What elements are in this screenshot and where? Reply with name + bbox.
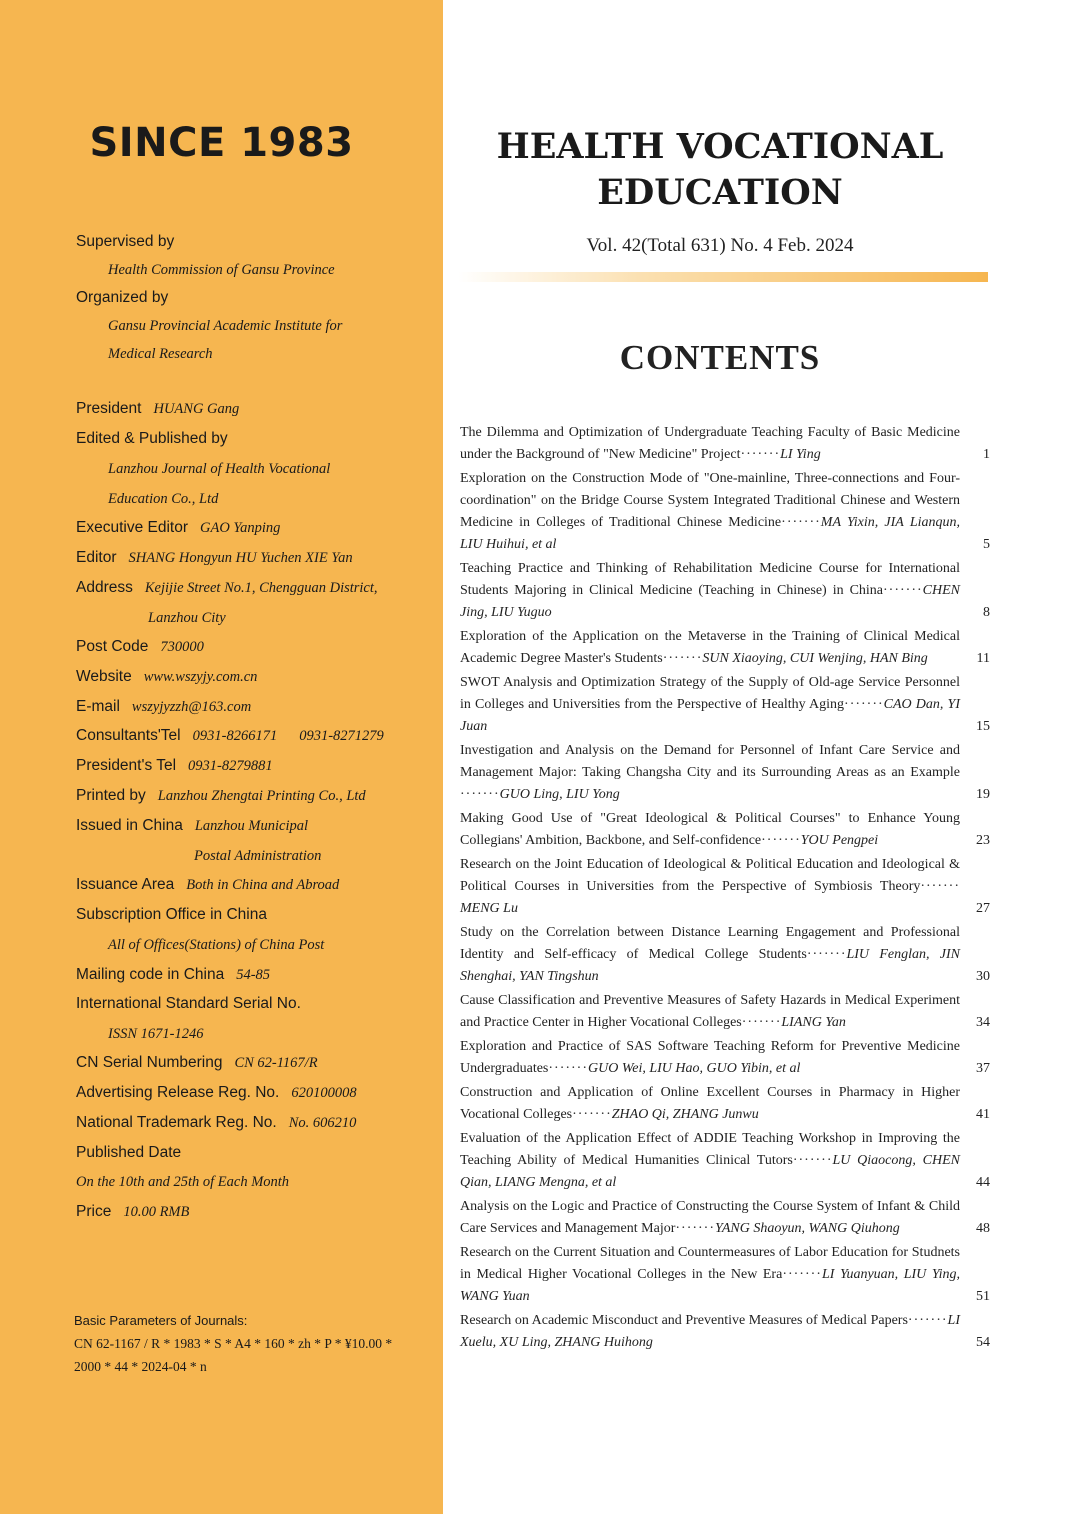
decorative-bar	[458, 272, 988, 282]
toc-title: SWOT Analysis and Optimization Strategy of the Supply of Old-age Service Personnel in Colleges and Universities from the Perspective of Healthy Aging	[460, 675, 960, 712]
toc-authors: CAO Dan, YI Juan	[460, 697, 961, 734]
toc-entry-text	[460, 1128, 960, 1194]
masthead-row	[108, 345, 213, 363]
toc-title: Research on the Joint Education of Ideological & Political Education and Ideological & Political Courses in Universities from the Perspective of Symbiosis Theory	[460, 857, 960, 894]
masthead-row	[76, 289, 168, 307]
masthead-value: Lanzhou Municipal	[194, 818, 309, 834]
contents-heading: CONTENTS	[619, 338, 821, 377]
masthead-row	[76, 698, 251, 716]
leader-dots: ·······	[741, 1015, 782, 1030]
masthead-row	[76, 400, 239, 418]
masthead-label: Consultants'Tel	[76, 727, 181, 744]
toc-entry	[460, 740, 992, 806]
masthead-label: Printed by	[76, 787, 146, 804]
toc-title: Investigation and Analysis on the Demand for Personnel of Infant Care Service and Management Major: Taking Changsha City and its Surrounding Areas as an Example	[460, 743, 960, 780]
leader-dots: ·······	[662, 651, 703, 666]
masthead-row	[76, 817, 308, 835]
basic-parameters-line: 2000 * 44 * 2024-04 * n	[74, 1359, 207, 1374]
masthead-label: Executive Editor	[76, 519, 188, 536]
masthead-label: Issued in China	[76, 817, 183, 834]
basic-parameters	[74, 1309, 434, 1378]
toc-page-number: 8	[983, 605, 990, 620]
since-label: SINCE 1983	[89, 120, 354, 166]
masthead-value: Kejijie Street No.1, Chengguan District,	[144, 580, 378, 596]
leader-dots: ·······	[548, 1061, 589, 1076]
toc-entry-text	[460, 854, 960, 920]
masthead-label: Post Code	[76, 638, 149, 655]
volume-info: Vol. 42(Total 631) No. 4 Feb. 2024	[586, 235, 854, 256]
masthead-row	[76, 787, 366, 805]
toc-authors: GUO Ling, LIU Yong	[499, 787, 620, 802]
toc-title: Teaching Practice and Thinking of Rehabilitation Medicine Course for International Students Majoring in Clinical Medicine (Teaching in Chinese) in China	[460, 561, 960, 598]
masthead-row	[76, 906, 267, 924]
toc-page-number: 51	[976, 1289, 990, 1304]
masthead-row	[194, 847, 321, 865]
masthead-value: www.wszyjy.com.cn	[143, 669, 258, 685]
toc-page-number: 41	[976, 1107, 990, 1122]
masthead-value: Both in China and Abroad	[186, 877, 340, 893]
toc-title: Evaluation of the Application Effect of ADDIE Teaching Workshop in Improving the Teaching Ability of Medical Humanities Clinical Tutors	[460, 1131, 960, 1168]
masthead-label: Mailing code in China	[76, 966, 225, 983]
toc-title: Study on the Correlation between Distance Learning Engagement and Professional Identity and Self-efficacy of Medical College Students	[460, 925, 960, 962]
masthead-label: International Standard Serial No.	[76, 995, 301, 1012]
leader-dots: ·······	[883, 583, 923, 598]
masthead-value: Gansu Provincial Academic Institute for	[108, 318, 343, 334]
toc-entry-text	[460, 1196, 960, 1240]
leader-dots: ·······	[460, 787, 500, 802]
toc-authors: CHEN Jing, LIU Yuguo	[460, 583, 960, 620]
leader-dots: ·······	[920, 879, 960, 894]
masthead-row	[76, 1144, 181, 1162]
masthead-row	[148, 609, 226, 627]
masthead-row	[108, 460, 330, 478]
toc-entry	[460, 422, 992, 466]
masthead-label: Editor	[76, 549, 117, 566]
leader-dots: ·······	[675, 1221, 716, 1236]
toc-entry	[460, 1310, 992, 1354]
masthead-row	[108, 317, 342, 335]
masthead-label: President	[76, 400, 142, 417]
masthead-label: Advertising Release Reg. No.	[76, 1084, 280, 1101]
toc-title: Construction and Application of Online Excellent Courses in Pharmacy in Higher Vocational Colleges	[460, 1085, 960, 1122]
masthead-label: National Trademark Reg. No.	[76, 1114, 277, 1131]
toc-authors: LIU Fenglan, JIN Shenghai, YAN Tingshun	[460, 947, 960, 984]
leader-dots: ·······	[781, 515, 821, 530]
toc-entry-text	[460, 808, 960, 852]
masthead-label: Published Date	[76, 1144, 182, 1161]
toc-entry	[460, 626, 992, 670]
toc-authors: LI Ying	[780, 447, 821, 462]
toc-title: The Dilemma and Optimization of Undergraduate Teaching Faculty of Basic Medicine under the Background of "New Medicine" Project	[460, 425, 960, 462]
masthead-label: Edited & Published by	[76, 430, 228, 447]
toc-authors: LIANG Yan	[781, 1015, 846, 1030]
toc-page-number: 34	[976, 1015, 990, 1030]
basic-parameters-line: CN 62-1167 / R * 1983 * S * A4 * 160 * zh * P * ¥10.00 *	[74, 1336, 393, 1351]
masthead-value: GAO Yanping	[200, 520, 281, 536]
masthead-label: Price	[76, 1203, 112, 1220]
toc-entry-text	[460, 468, 960, 556]
toc-page-number: 23	[976, 833, 990, 848]
toc-entry	[460, 854, 992, 920]
masthead-row	[76, 727, 384, 745]
masthead-value: CN 62-1167/R	[234, 1055, 318, 1071]
masthead-value: All of Offices(Stations) of China Post	[108, 937, 325, 953]
basic-parameters-title: Basic Parameters of Journals:	[74, 1313, 248, 1328]
masthead-row	[76, 876, 339, 894]
toc-page-number: 37	[976, 1061, 990, 1076]
toc-entry-text	[460, 1082, 960, 1126]
toc-entry	[460, 1242, 992, 1308]
masthead-row	[76, 757, 273, 775]
masthead-label: Subscription Office in China	[76, 906, 267, 923]
toc-authors: YANG Shaoyun, WANG Qiuhong	[715, 1221, 900, 1236]
masthead-row	[76, 1203, 189, 1221]
leader-dots: ·······	[572, 1107, 612, 1122]
toc-entry	[460, 808, 992, 852]
masthead-value: Medical Research	[108, 346, 213, 362]
toc-entry-text	[460, 672, 960, 738]
toc-authors: LI Yuanyuan, LIU Ying, WANG Yuan	[460, 1267, 960, 1304]
toc-authors: ZHAO Qi, ZHANG Junwu	[611, 1107, 759, 1122]
toc-entry	[460, 1036, 992, 1080]
toc-title: Research on Academic Misconduct and Preventive Measures of Medical Papers	[460, 1313, 908, 1328]
toc-entry	[460, 990, 992, 1034]
toc-page-number: 54	[976, 1335, 990, 1350]
toc-title: Analysis on the Logic and Practice of Constructing the Course System of Infant & Child Care Services and Management Major	[460, 1199, 960, 1236]
toc-entry	[460, 1128, 992, 1194]
masthead-row	[76, 966, 270, 984]
leader-dots: ·······	[792, 1153, 833, 1168]
toc-entry-text	[460, 558, 960, 624]
masthead-value: HUANG Gang	[153, 401, 240, 417]
masthead-row	[76, 1114, 356, 1132]
toc-entry-text	[460, 740, 960, 806]
masthead-value: Lanzhou City	[148, 610, 226, 626]
toc-page-number: 1	[983, 447, 990, 462]
masthead-row	[76, 1054, 318, 1072]
leader-dots: ·······	[806, 947, 847, 962]
toc-page-number: 48	[976, 1221, 990, 1236]
masthead-label: Issuance Area	[76, 876, 175, 893]
toc-authors: SUN Xiaoying, CUI Wenjing, HAN Bing	[702, 651, 928, 666]
toc-entry-text	[460, 1036, 960, 1080]
toc-page-number: 19	[976, 787, 990, 802]
leader-dots: ·······	[740, 447, 781, 462]
masthead-row	[108, 936, 324, 954]
toc-authors: LI Xuelu, XU Ling, ZHANG Huihong	[460, 1313, 960, 1350]
masthead-row	[108, 490, 218, 508]
leader-dots: ·······	[907, 1313, 948, 1328]
masthead-row	[76, 430, 228, 448]
masthead-label: E-mail	[76, 698, 120, 715]
masthead-value: Lanzhou Zhengtai Printing Co., Ltd	[157, 788, 366, 804]
masthead-value: ISSN 1671-1246	[108, 1026, 204, 1042]
toc-entry-text	[460, 626, 960, 670]
masthead-row	[108, 1025, 203, 1043]
toc-page-number: 30	[976, 969, 990, 984]
masthead-label: Website	[76, 668, 132, 685]
leader-dots: ·······	[844, 697, 884, 712]
masthead-value: Lanzhou Journal of Health Vocational	[108, 461, 331, 477]
masthead-value: 0931-8266171	[192, 728, 278, 744]
masthead-value: 54-85	[236, 967, 271, 983]
left-panel	[0, 0, 443, 1514]
journal-title	[470, 124, 970, 216]
toc-entry-text	[460, 422, 960, 466]
masthead-value: On the 10th and 25th of Each Month	[76, 1174, 290, 1190]
toc-entry-text	[460, 1242, 960, 1308]
masthead-row	[76, 519, 280, 537]
masthead-value: 620100008	[291, 1085, 357, 1101]
toc-authors: GUO Wei, LIU Hao, GUO Yibin, et al	[588, 1061, 801, 1076]
masthead-row	[76, 995, 301, 1013]
toc-authors: YOU Pengpei	[800, 833, 879, 848]
toc-title: Exploration and Practice of SAS Software Teaching Reform for Preventive Medicine Undergraduates	[460, 1039, 960, 1076]
masthead-value: 0931-8271279	[299, 728, 384, 744]
masthead-value: SHANG Hongyun HU Yuchen XIE Yan	[128, 550, 353, 566]
masthead-value: No. 606210	[288, 1115, 357, 1131]
toc-authors: MA Yixin, JIA Lianqun, LIU Huihui, et al	[460, 515, 960, 552]
masthead-label: Address	[76, 579, 133, 596]
masthead-row	[76, 1084, 357, 1102]
toc-entry-text	[460, 922, 960, 988]
toc-entry	[460, 672, 992, 738]
toc-entry-text	[460, 1310, 960, 1354]
toc-entry	[460, 468, 992, 556]
masthead-label: CN Serial Numbering	[76, 1054, 223, 1071]
masthead-value: wszyjyzzh@163.com	[131, 699, 252, 715]
toc-title: Cause Classification and Preventive Measures of Safety Hazards in Medical Experiment and Practice Center in Higher Vocational Colleges	[460, 993, 960, 1030]
toc-page-number: 5	[983, 537, 990, 552]
toc-page-number: 15	[976, 719, 990, 734]
masthead-row	[76, 549, 353, 567]
toc-entry	[460, 1196, 992, 1240]
masthead-label: Organized by	[76, 289, 169, 306]
toc-title: Exploration of the Application on the Metaverse in the Training of Clinical Medical Academic Degree Master's Students	[460, 629, 960, 666]
masthead-row	[76, 668, 257, 686]
masthead-label: President's Tel	[76, 757, 177, 774]
masthead-row	[76, 233, 174, 251]
masthead-value: Education Co., Ltd	[108, 491, 219, 507]
toc-title: Making Good Use of "Great Ideological & Political Courses" to Enhance Young Collegians' Ambition, Backbone, and Self-confidence	[460, 811, 960, 848]
toc-page-number: 11	[976, 651, 990, 666]
toc-title: Exploration on the Construction Mode of "One-mainline, Three-connections and Four-coordination" on the Bridge Course System Integrated Traditional Chinese and Western Medicine in Colleges of Traditional Chinese Medicine	[460, 471, 960, 530]
masthead-label: Supervised by	[76, 233, 175, 250]
toc-authors: LU Qiaocong, CHEN Qian, LIANG Mengna, et al	[460, 1153, 960, 1190]
toc-page-number: 44	[976, 1175, 990, 1190]
masthead-value: 10.00 RMB	[123, 1204, 190, 1220]
masthead-row	[76, 579, 378, 597]
masthead-row	[108, 261, 335, 279]
toc-authors: MENG Lu	[460, 901, 518, 916]
table-of-contents	[460, 422, 992, 1356]
toc-title: Research on the Current Situation and Countermeasures of Labor Education for Studnets in Medical Higher Vocational Colleges in the New Era	[460, 1245, 960, 1282]
leader-dots: ·······	[782, 1267, 822, 1282]
masthead-value: Health Commission of Gansu Province	[108, 262, 335, 278]
masthead-row	[76, 638, 204, 656]
masthead-value: Postal Administration	[194, 848, 322, 864]
toc-entry	[460, 922, 992, 988]
leader-dots: ·······	[761, 833, 801, 848]
toc-entry	[460, 558, 992, 624]
toc-page-number: 27	[976, 901, 990, 916]
journal-title-line: HEALTH VOCATIONAL	[496, 126, 944, 167]
journal-title-line: EDUCATION	[597, 172, 843, 213]
masthead-value: 730000	[160, 639, 204, 655]
toc-entry-text	[460, 990, 960, 1034]
masthead-row	[76, 1173, 289, 1191]
masthead-value: 0931-8279881	[188, 758, 273, 774]
toc-entry	[460, 1082, 992, 1126]
